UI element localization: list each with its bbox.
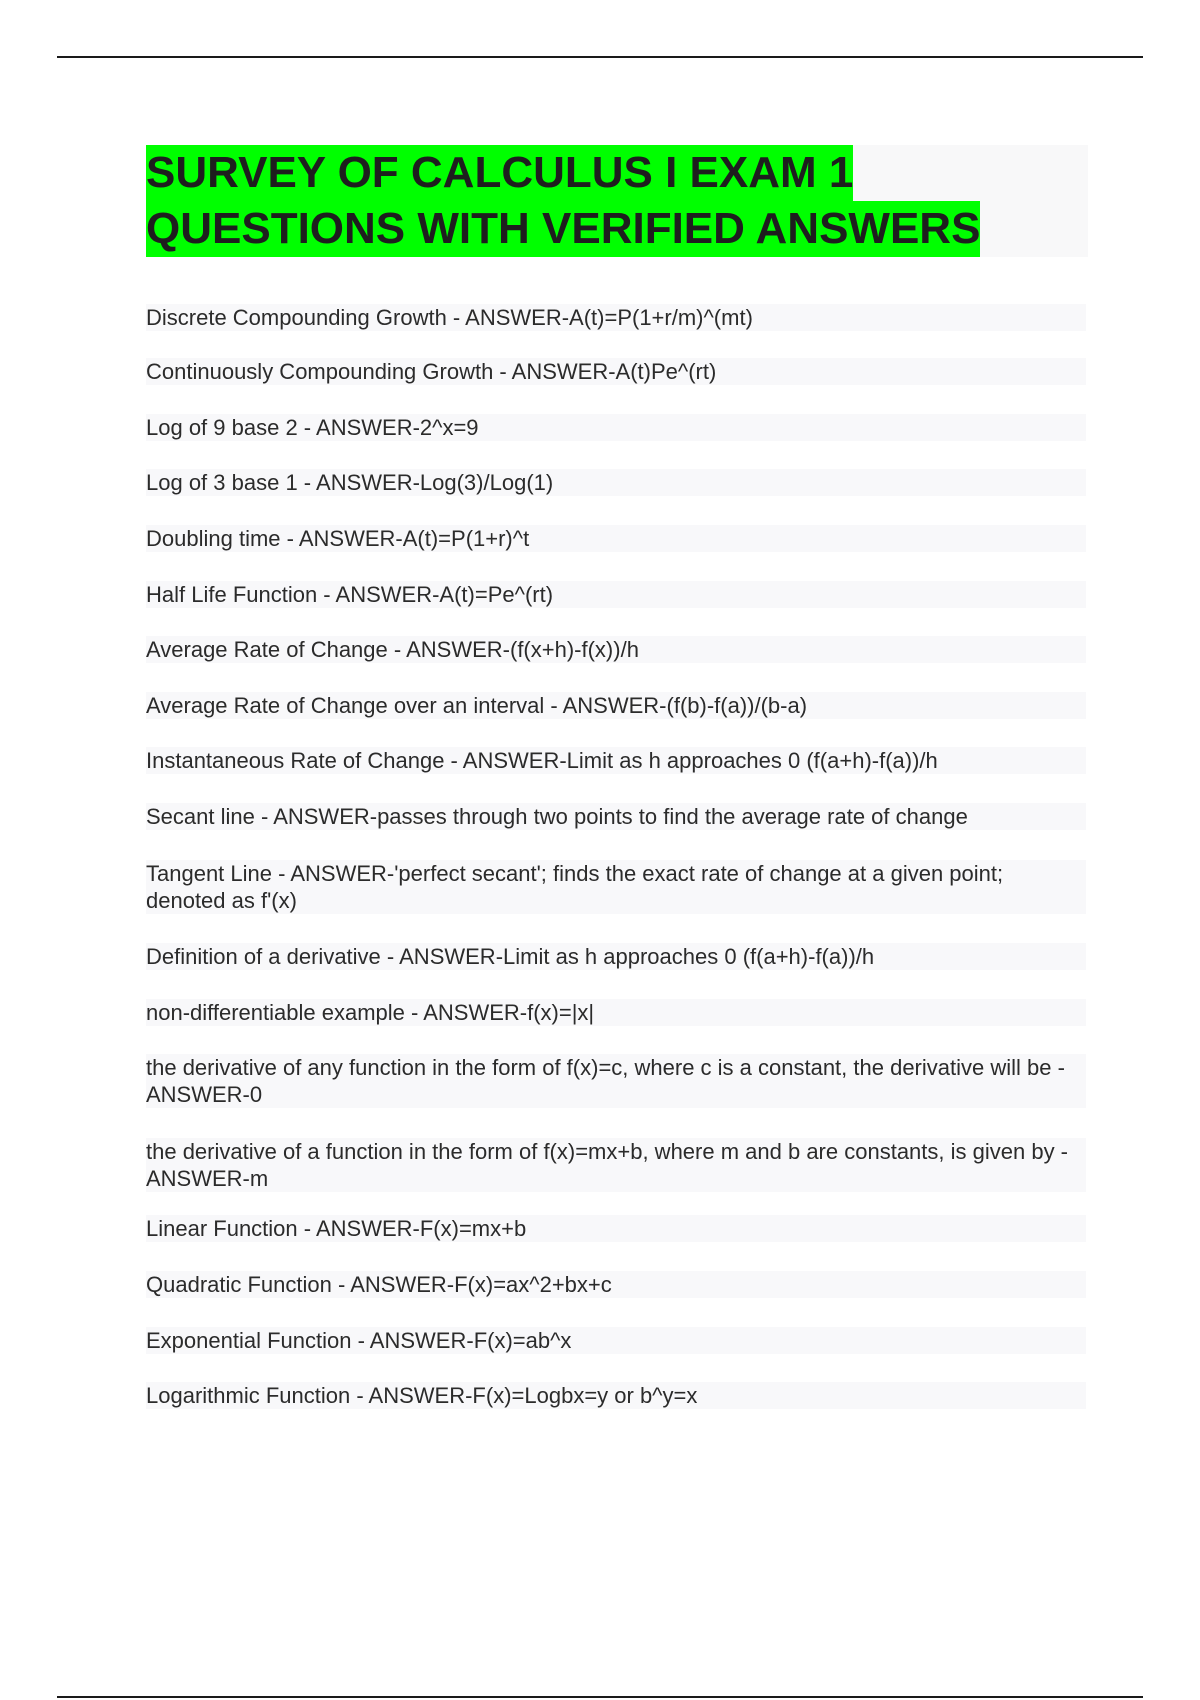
qa-item-half-life: Half Life Function - ANSWER-A(t)=Pe^(rt)	[146, 581, 1086, 608]
qa-item-derivative-definition: Definition of a derivative - ANSWER-Limit as h approaches 0 (f(a+h)-f(a))/h	[146, 943, 1086, 970]
qa-item-doubling-time: Doubling time - ANSWER-A(t)=P(1+r)^t	[146, 525, 1086, 552]
qa-item-continuous-compounding: Continuously Compounding Growth - ANSWER-A(t)Pe^(rt)	[146, 358, 1086, 385]
qa-item-log-3-base-1: Log of 3 base 1 - ANSWER-Log(3)/Log(1)	[146, 469, 1086, 496]
qa-item-exponential-function: Exponential Function - ANSWER-F(x)=ab^x	[146, 1327, 1086, 1354]
qa-item-linear-derivative: the derivative of a function in the form of f(x)=mx+b, where m and b are constants, is given by - ANSWER-m	[146, 1138, 1086, 1192]
bottom-rule	[57, 1696, 1143, 1698]
top-rule	[57, 56, 1143, 58]
qa-item-secant-line: Secant line - ANSWER-passes through two points to find the average rate of change	[146, 803, 1086, 830]
qa-item-log-9-base-2: Log of 9 base 2 - ANSWER-2^x=9	[146, 414, 1086, 441]
qa-item-logarithmic-function: Logarithmic Function - ANSWER-F(x)=Logbx=y or b^y=x	[146, 1382, 1086, 1409]
qa-item-discrete-compounding: Discrete Compounding Growth - ANSWER-A(t)=P(1+r/m)^(mt)	[146, 304, 1086, 331]
title-line-1: SURVEY OF CALCULUS I EXAM 1	[146, 145, 853, 201]
qa-item-constant-derivative: the derivative of any function in the form of f(x)=c, where c is a constant, the derivative will be - ANSWER-0	[146, 1054, 1086, 1108]
document-title	[146, 145, 1088, 257]
qa-item-average-rate-interval: Average Rate of Change over an interval - ANSWER-(f(b)-f(a))/(b-a)	[146, 692, 1086, 719]
qa-item-tangent-line: Tangent Line - ANSWER-'perfect secant'; finds the exact rate of change at a given point; denoted as f'(x)	[146, 860, 1086, 914]
qa-item-quadratic-function: Quadratic Function - ANSWER-F(x)=ax^2+bx+c	[146, 1271, 1086, 1298]
qa-item-average-rate: Average Rate of Change - ANSWER-(f(x+h)-f(x))/h	[146, 636, 1086, 663]
title-line-2: QUESTIONS WITH VERIFIED ANSWERS	[146, 201, 980, 257]
qa-item-linear-function: Linear Function - ANSWER-F(x)=mx+b	[146, 1215, 1086, 1242]
qa-item-instantaneous-rate: Instantaneous Rate of Change - ANSWER-Limit as h approaches 0 (f(a+h)-f(a))/h	[146, 747, 1086, 774]
qa-item-non-differentiable: non-differentiable example - ANSWER-f(x)=|x|	[146, 999, 1086, 1026]
